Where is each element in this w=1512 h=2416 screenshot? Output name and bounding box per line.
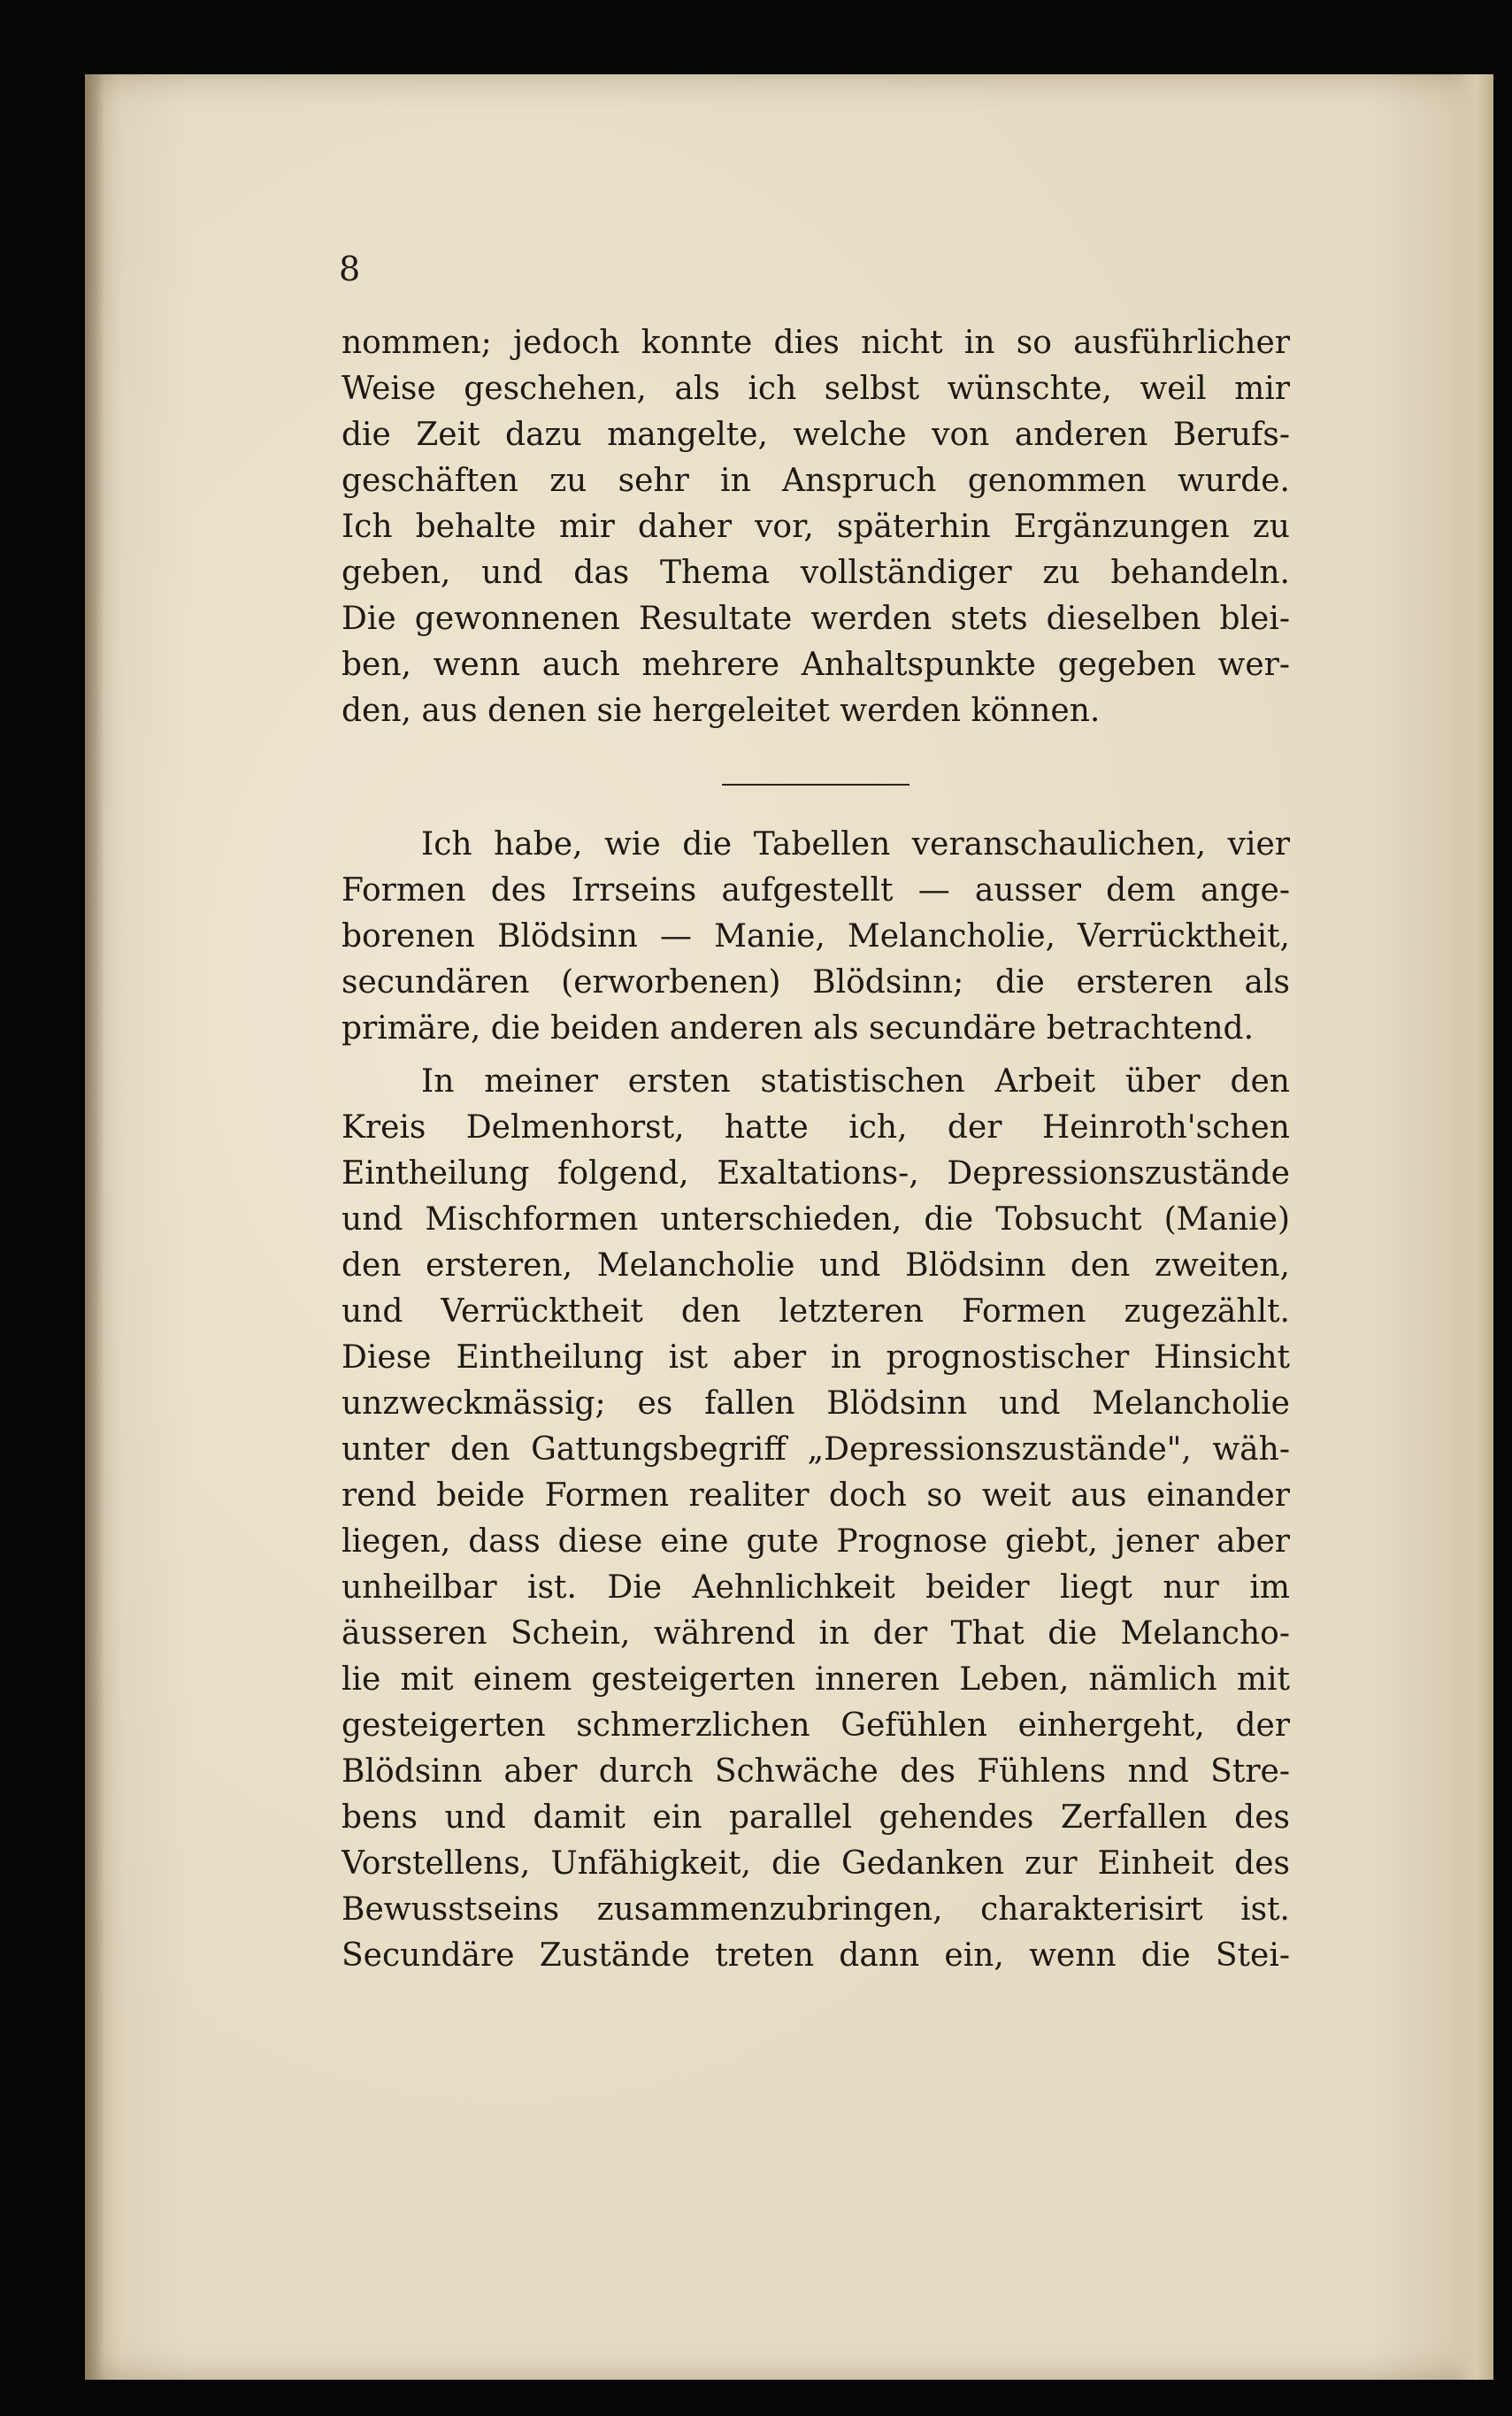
text-line: und Verrücktheit den letzteren Formen zugezählt. xyxy=(342,1293,1290,1330)
text-line: nommen; jedoch konnte dies nicht in so ausführlicher xyxy=(342,325,1290,361)
text-line: Eintheilung folgend, Exaltations-, Depressionszustände xyxy=(342,1155,1290,1192)
text-line: den, aus denen sie hergeleitet werden können. xyxy=(342,693,1101,729)
text-line: unter den Gattungsbegriff „Depressionszustände", wäh- xyxy=(342,1431,1290,1468)
text-line: bens und damit ein parallel gehendes Zerfallen des xyxy=(342,1799,1290,1836)
section-divider-rule xyxy=(722,784,910,786)
text-line: secundären (erworbenen) Blödsinn; die ersteren als xyxy=(342,964,1290,1001)
text-line: borenen Blödsinn — Manie, Melancholie, Verrücktheit, xyxy=(342,918,1290,955)
text-line: Bewusstseins zusammenzubringen, charakterisirt ist. xyxy=(342,1891,1290,1928)
text-line: geben, und das Thema vollständiger zu behandeln. xyxy=(342,555,1290,591)
text-line: die Zeit dazu mangelte, welche von anderen Berufs- xyxy=(342,417,1290,453)
text-line: unheilbar ist. Die Aehnlichkeit beider liegt nur im xyxy=(342,1569,1290,1606)
text-line: gesteigerten schmerzlichen Gefühlen einhergeht, der xyxy=(342,1707,1290,1744)
text-line: und Mischformen unterschieden, die Tobsucht (Manie) xyxy=(342,1201,1290,1238)
text-line: Vorstellens, Unfähigkeit, die Gedanken zur Einheit des xyxy=(342,1845,1290,1882)
binding-gutter-shadow xyxy=(85,74,104,2380)
text-line: lie mit einem gesteigerten inneren Leben, nämlich mit xyxy=(342,1661,1290,1698)
text-line: Die gewonnenen Resultate werden stets dieselben blei- xyxy=(342,601,1290,637)
text-line: rend beide Formen realiter doch so weit aus einander xyxy=(342,1477,1290,1514)
paragraph-continuation xyxy=(342,320,1290,734)
text-line: ben, wenn auch mehrere Anhaltspunkte gegeben wer- xyxy=(342,647,1290,683)
text-line: Blödsinn aber durch Schwäche des Fühlens nnd Stre- xyxy=(342,1753,1290,1790)
text-line: Ich behalte mir daher vor, späterhin Ergänzungen zu xyxy=(342,509,1290,545)
text-line: geschäften zu sehr in Anspruch genommen wurde. xyxy=(342,463,1290,499)
text-line: Secundäre Zustände treten dann ein, wenn die Stei- xyxy=(342,1937,1290,1974)
section-divider-area xyxy=(342,780,1290,791)
page-number: 8 xyxy=(339,249,361,288)
section-two xyxy=(342,822,1290,1979)
page-right-edge xyxy=(1451,74,1493,2380)
text-line: In meiner ersten statistischen Arbeit über den xyxy=(421,1063,1290,1100)
text-line: Diese Eintheilung ist aber in prognostischer Hinsicht xyxy=(342,1339,1290,1376)
text-line: den ersteren, Melancholie und Blödsinn den zweiten, xyxy=(342,1247,1290,1284)
paragraph-forms xyxy=(342,822,1290,1052)
text-line: liegen, dass diese eine gute Prognose giebt, jener aber xyxy=(342,1523,1290,1560)
text-line: Ich habe, wie die Tabellen veranschaulichen, vier xyxy=(421,826,1290,863)
text-line: äusseren Schein, während in der That die Melancho- xyxy=(342,1615,1290,1652)
text-line: Formen des Irrseins aufgestellt — ausser dem ange- xyxy=(342,872,1290,909)
text-line: unzweckmässig; es fallen Blödsinn und Melancholie xyxy=(342,1385,1290,1422)
paragraph-classification xyxy=(342,1059,1290,1979)
text-line: Kreis Delmenhorst, hatte ich, der Heinroth'schen xyxy=(342,1109,1290,1146)
text-line: primäre, die beiden anderen als secundäre betrachtend. xyxy=(342,1010,1255,1047)
text-line: Weise geschehen, als ich selbst wünschte, weil mir xyxy=(342,371,1290,407)
